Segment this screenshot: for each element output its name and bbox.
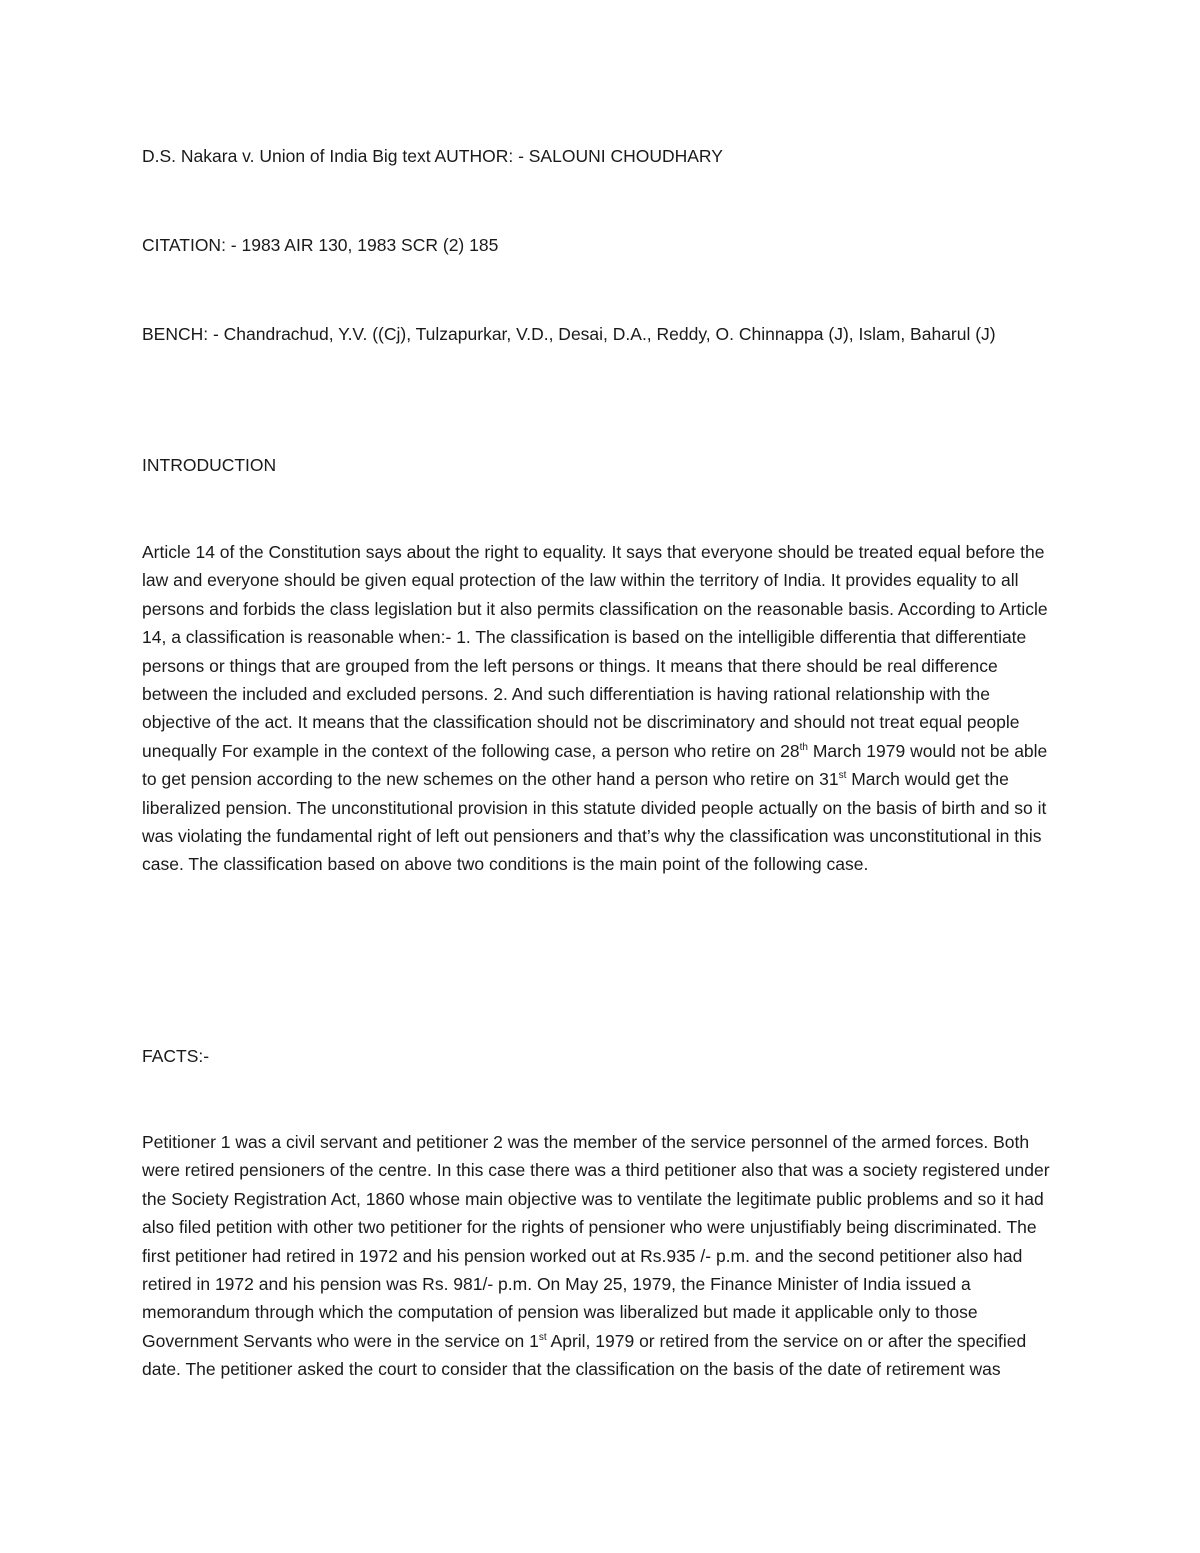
document-title-line: D.S. Nakara v. Union of India Big text AUTHOR: - SALOUNI CHOUDHARY [142,146,723,166]
introduction-superscript-1: th [799,742,808,754]
bench-line: BENCH: - Chandrachud, Y.V. ((Cj), Tulzapurkar, V.D., Desai, D.A., Reddy, O. Chinnappa (J), Islam, Baharul (J) [142,324,996,344]
introduction-text-part2: March 1979 would not be able to get pension according to the new schemes on the other hand a person who retire on 31 [142,740,1048,790]
introduction-paragraph [142,538,1057,879]
introduction-superscript-2: st [838,770,847,782]
facts-text-part1: Petitioner 1 was a civil servant and petitioner 2 was the member of the service personnel of the armed forces. Both were retired pensioners of the centre. In this case there was a third petitioner also that was a society registered under the Society Registration Act, 1860 whose main objective was to ventilate the legitimate public problems and so it had also filed petition with other two petitioner for the rights of pensioner who were unjustifiably being discriminated. The first petitioner had retired in 1972 and his pension worked out at Rs.935 /- p.m. and the second petitioner also had retired in 1972 and his pension was Rs. 981/- p.m. On May 25, 1979, the Finance Minister of India issued a memorandum through which the computation of pension was liberalized but made it applicable only to those Government Servants who were in the service on 1 [142,1132,1050,1351]
introduction-text-part3: March would get the liberalized pension. The unconstitutional provision in this statute divided people actually on the basis of birth and so it was violating the fundamental right of left out pensioners and that’s why the classification was unconstitutional in this case. The classification based on above two conditions is the main point of the following case. [142,769,1047,875]
facts-paragraph [142,1128,1057,1384]
introduction-text-part1: Article 14 of the Constitution says about the right to equality. It says that everyone should be treated equal before the law and everyone should be given equal protection of the law within the territory of India. It provides equality to all persons and forbids the class legislation but it also permits classification on the reasonable basis. According to Article 14, a classification is reasonable when:- 1. The classification is based on the intelligible differentia that differentiate persons or things that are grouped from the left persons or things. It means that there should be real difference between the included and excluded persons. 2. And such differentiation is having rational relationship with the objective of the act. It means that the classification should not be discriminatory and should not treat equal people unequally For example in the context of the following case, a person who retire on 28 [142,542,1048,761]
facts-superscript-1: st [538,1332,547,1344]
introduction-heading: INTRODUCTION [142,455,277,475]
citation-line: CITATION: - 1983 AIR 130, 1983 SCR (2) 185 [142,235,499,255]
facts-heading: FACTS:- [142,1046,210,1066]
facts-text-part2: April, 1979 or retired from the service on or after the specified date. The petitioner asked the court to consider that the classification on the basis of the date of retirement was [142,1330,1027,1380]
